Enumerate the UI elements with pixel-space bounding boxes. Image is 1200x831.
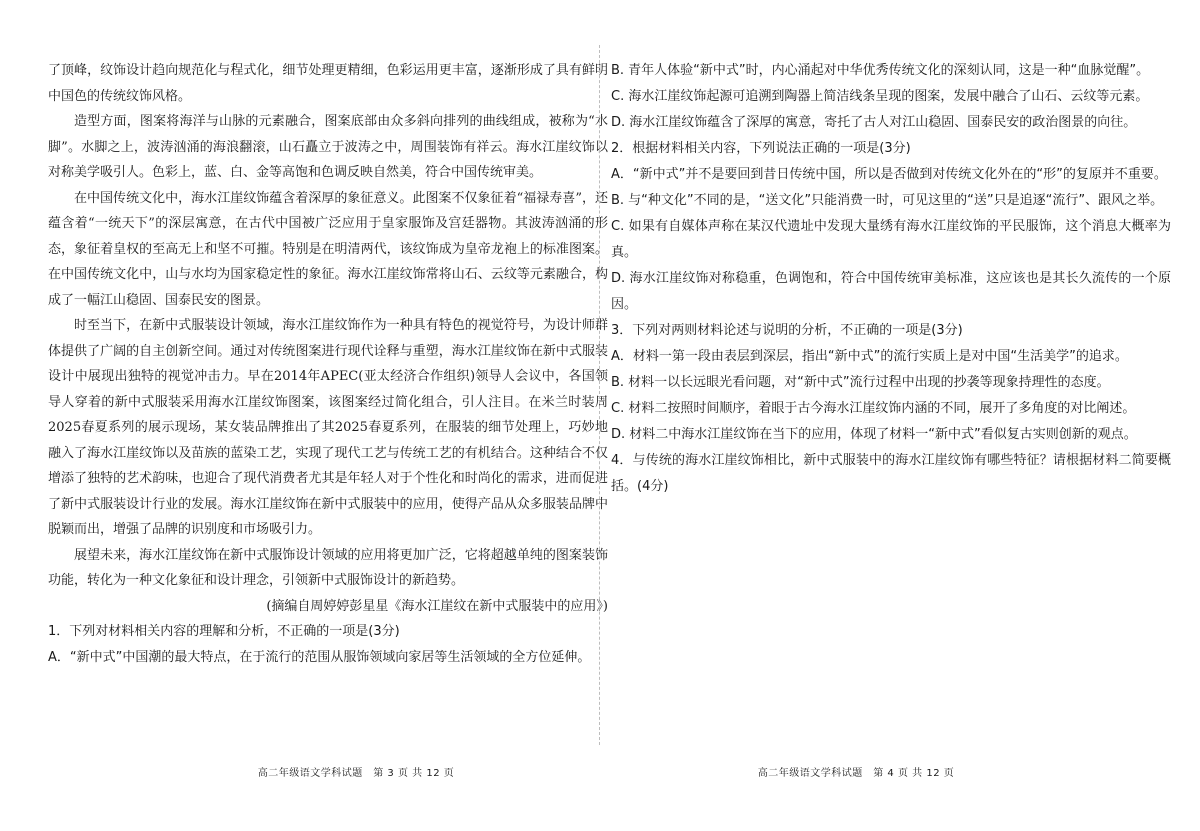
question-3-option-b: B. 材料一以长远眼光看问题，对“新中式”流行过程中出现的抄袭等现象持理性的态度。 — [611, 375, 1110, 390]
question-3-option-a: A．材料一第一段由表层到深层，指出“新中式”的流行实质上是对中国“生活美学”的追求。 — [611, 349, 1128, 364]
left-column — [48, 58, 608, 670]
question-1-option-a: A．“新中式”中国潮的最大特点，在于流行的范围从服饰领域向家居等生活领域的全方位延伸。 — [48, 649, 591, 665]
source-citation: (摘编自周婷婷彭星星《海水江崖纹在新中式服装中的应用》) — [266, 598, 608, 614]
question-3-option-d: D. 材料二中海水江崖纹饰在当下的应用，体现了材料一“新中式”看似复古实则创新的观点。 — [611, 427, 1137, 442]
question-3: 3．下列对两则材料论述与说明的分析，不正确的一项是(3分) — [611, 323, 963, 338]
paragraph-continuation: 了顶峰，纹饰设计趋向规范化与程式化，细节处理更精细，色彩运用更丰富，逐渐形成了具有鲜明中国色的传统纹饰风格。 — [48, 63, 608, 104]
question-3-option-c: C. 材料二按照时间顺序，着眼于古今海水江崖纹饰内涵的不同，展开了多角度的对比阐述。 — [611, 401, 1136, 416]
question-2-option-d: D. 海水江崖纹饰对称稳重，色调饱和，符合中国传统审美标准，这应该也是其长久流传的一个原因。 — [611, 271, 1171, 312]
question-2-option-b: B. 与“种文化”不同的是，“送文化”只能消费一时，可见这里的“送”只是追逐“流行”、跟风之举。 — [611, 193, 1164, 208]
question-1-option-b: B. 青年人体验“新中式”时，内心涌起对中华优秀传统文化的深刻认同，这是一种“血脉觉醒”。 — [611, 63, 1150, 78]
question-4: 4．与传统的海水江崖纹饰相比，新中式服装中的海水江崖纹饰有哪些特征？请根据材料二简要概括。(4分) — [611, 453, 1171, 494]
paragraph-symbolism: 在中国传统文化中，海水江崖纹饰蕴含着深厚的象征意义。此图案不仅象征着“福禄寿喜”，还蕴含着“一统天下”的深层寓意，在古代中国被广泛应用于皇家服饰及宫廷器物。其波涛汹涌的形态，象征着皇权的至高无上和坚不可摧。特别是在明清两代，该纹饰成为皇帝龙袍上的标准图案。在中国传统文化中，山与水均为国家稳定性的象征。海水江崖纹饰常将山石、云纹等元素融合，构成了一幅江山稳固、国泰民安的图景。 — [48, 190, 608, 308]
paragraph-modern-use: 时至当下，在新中式服装设计领域，海水江崖纹饰作为一种具有特色的视觉符号，为设计师群体提供了广阔的自主创新空间。通过对传统图案进行现代诠释与重塑，海水江崖纹饰在新中式服装设计中展现出独特的视觉冲击力。早在2014年APEC(亚太经济合作组织)领导人会议中，各国领导人穿着的新中式服装采用海水江崖纹饰图案，该图案经过简化组合，引人注目。在米兰时装周2025春夏系列的展示现场，某女装品牌推出了其2025春夏系列，在服装的细节处理上，巧妙地融入了海水江崖纹饰以及苗族的蓝染工艺，实现了现代工艺与传统工艺的有机结合。这种结合不仅增添了独特的艺术韵味，也迎合了现代消费者尤其是年轻人对于个性化和时尚化的需求，进而促进了新中式服装设计行业的发展。海水江崖纹饰在新中式服装中的应用，使得产品从众多服装品牌中脱颖而出，增强了品牌的识别度和市场吸引力。 — [48, 318, 608, 537]
column-divider — [599, 45, 600, 745]
right-column — [611, 58, 1171, 500]
question-1-option-d: D. 海水江崖纹饰蕴含了深厚的寓意，寄托了古人对江山稳固、国泰民安的政治图景的向往。 — [611, 115, 1137, 130]
footer-page-3: 高二年级语文学科试题 第 3 页 共 12 页 — [257, 768, 455, 779]
question-1: 1．下列对材料相关内容的理解和分析，不正确的一项是(3分) — [48, 624, 400, 639]
footer-page-4: 高二年级语文学科试题 第 4 页 共 12 页 — [757, 768, 955, 779]
paragraph-shape: 造型方面，图案将海洋与山脉的元素融合，图案底部由众多斜向排列的曲线组成，被称为“水脚”。水脚之上，波涛汹涌的海浪翻滚，山石矗立于波涛之中，周围装饰有祥云。海水江崖纹饰以对称美学吸引人。色彩上，蓝、白、金等高饱和色调反映自然美，符合中国传统审美。 — [48, 114, 608, 180]
question-2-option-c: C. 如果有自媒体声称在某汉代遗址中发现大量绣有海水江崖纹饰的平民服饰，这个消息大概率为真。 — [611, 219, 1171, 260]
question-1-option-c: C. 海水江崖纹饰起源可追溯到陶器上简洁线条呈现的图案，发展中融合了山石、云纹等元素。 — [611, 89, 1149, 104]
paragraph-outlook: 展望未来，海水江崖纹饰在新中式服饰设计领域的应用将更加广泛，它将超越单纯的图案装饰功能，转化为一种文化象征和设计理念，引领新中式服饰设计的新趋势。 — [48, 547, 608, 588]
question-2-option-a: A．“新中式”并不是要回到昔日传统中国，所以是否做到对传统文化外在的“形”的复原并不重要。 — [611, 167, 1167, 182]
question-2: 2．根据材料相关内容，下列说法正确的一项是(3分) — [611, 141, 911, 156]
